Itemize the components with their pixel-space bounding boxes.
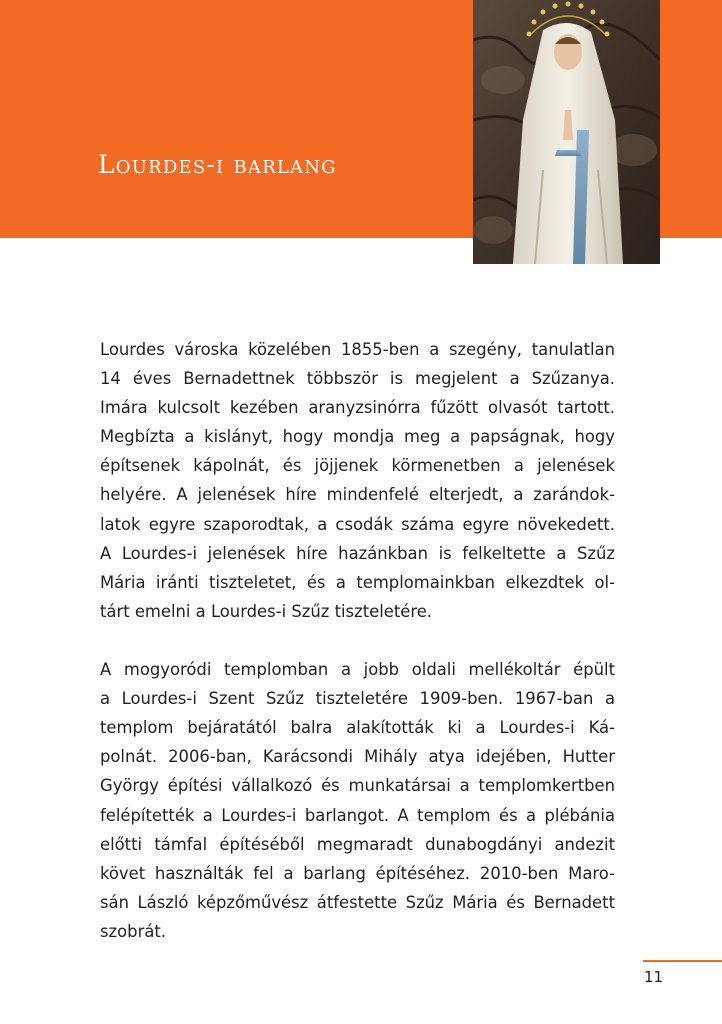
text-line: építsenek kápolnát, és jöjjenek körmenetben a jelenések [100, 456, 615, 476]
text-line: György építési vállalkozó és munkatársai a templomkertben [100, 776, 615, 796]
text-line: latok egyre szaporodtak, a csodák száma egyre növekedett. [100, 514, 615, 534]
text-line: a Lourdes-i Szent Szűz tiszteletére 1909-ben. 1967-ban a [100, 689, 615, 709]
text-line: templom bejáratától balra alakították ki a Lourdes-i Ká- [100, 718, 615, 738]
text-line: tárt emelni a Lourdes-i Szűz tiszteletére. [100, 601, 433, 621]
text-line: sán László képzőművész átfestette Szűz Mária és Bernadett [100, 892, 615, 912]
paragraph-2 [100, 655, 615, 946]
page-number: 11 [644, 968, 664, 986]
text-line: Mária iránti tiszteletet, és a templomainkban elkezdtek ol- [100, 572, 615, 592]
text-line: polnát. 2006-ban, Karácsondi Mihály atya idejében, Hutter [100, 747, 615, 767]
body-text [100, 335, 615, 946]
text-line: 14 éves Bernadettnek többször is megjelent a Szűzanya. [100, 369, 615, 389]
text-line: Megbízta a kislányt, hogy mondja meg a papságnak, hogy [100, 427, 615, 447]
text-line: A mogyoródi templomban a jobb oldali mellékoltár épült [100, 660, 615, 680]
text-line: helyére. A jelenések híre mindenfelé elterjedt, a zarándok- [100, 485, 615, 505]
paragraph-gap [100, 626, 615, 655]
madonna-statue-photo [473, 0, 660, 264]
text-line: előtti támfal építéséből megmaradt dunabogdányi andezit [100, 834, 615, 854]
paragraph-1 [100, 335, 615, 626]
text-line: szobrát. [100, 921, 166, 941]
page-title: Lourdes-i barlang [98, 150, 337, 179]
text-line: Lourdes városka közelében 1855-ben a szegény, tanulatlan [100, 340, 615, 359]
text-line: követ használták fel a barlang építéséhez. 2010-ben Maro- [100, 863, 615, 883]
text-line: A Lourdes-i jelenések híre hazánkban is felkeltette a Szűz [100, 543, 615, 563]
text-line: Imára kulcsolt kezében aranyzsinórra fűzött olvasót tartott. [100, 398, 615, 418]
footer-rule [643, 960, 722, 962]
text-line: felépítették a Lourdes-i barlangot. A templom és a plébánia [100, 805, 615, 825]
